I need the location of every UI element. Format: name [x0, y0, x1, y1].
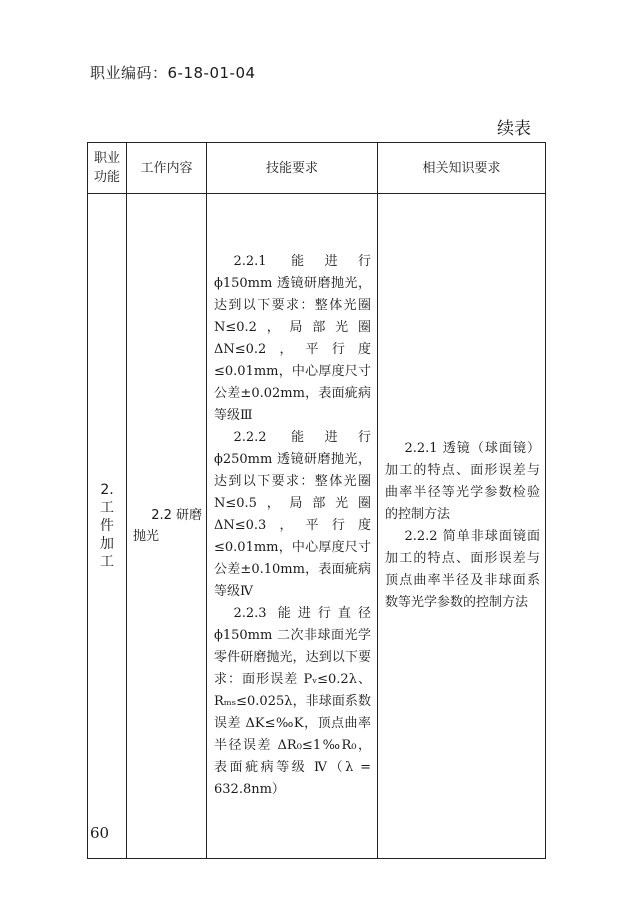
function-cell: 2. 工 件 加 工 [88, 194, 127, 859]
skill-item: 2.2.1 能进行 ϕ150mm 透镜研磨抛光，达到以下要求：整体光圈 N≤0.2，局部光圈 ΔN≤0.2，平行度≤0.01mm，中心厚度尺寸公差±0.02mm，表面疵病等级Ⅲ [214, 254, 371, 423]
header-work-content: 工作内容 [127, 143, 207, 194]
header-function: 职业 功能 [88, 143, 127, 194]
table-row [88, 194, 546, 859]
skills-table [87, 142, 546, 859]
continued-label: 续表 [497, 119, 531, 139]
work-content-cell: 2.2 研磨抛光 [127, 194, 207, 859]
page-number: 60 [90, 824, 110, 842]
knowledge-item: 2.2.2 简单非球面镜面加工的特点、面形误差与顶点曲率半径及非球面系数等光学参数的控制方法 [385, 529, 540, 610]
table-header-row [88, 143, 546, 194]
skill-item: 2.2.3 能进行直径 ϕ150mm 二次非球面光学零件研磨抛光，达到以下要求：面形误差 Pᵥ≤0.2λ、Rₘₛ≤0.025λ，非球面系数误差 ΔK≤‰K，顶点曲率半径误差 ΔR₀≤1‰R₀，表面疵病等级 Ⅳ（λ = 632.8nm） [214, 606, 371, 797]
header-knowledge-requirements: 相关知识要求 [378, 143, 546, 194]
knowledge-requirements-cell [378, 194, 546, 859]
skill-requirements-cell [207, 194, 378, 859]
knowledge-item: 2.2.1 透镜（球面镜）加工的特点、面形误差与曲率半径等光学参数检验的控制方法 [385, 441, 540, 522]
skill-item: 2.2.2 能进行 ϕ250mm 透镜研磨抛光，达到以下要求：整体光圈 N≤0.5，局部光圈 ΔN≤0.3，平行度≤0.01mm，中心厚度尺寸公差±0.10mm，表面疵病等级Ⅳ [214, 430, 371, 599]
occupation-code: 职业编码：6-18-01-04 [90, 64, 256, 82]
header-skill-requirements: 技能要求 [207, 143, 378, 194]
